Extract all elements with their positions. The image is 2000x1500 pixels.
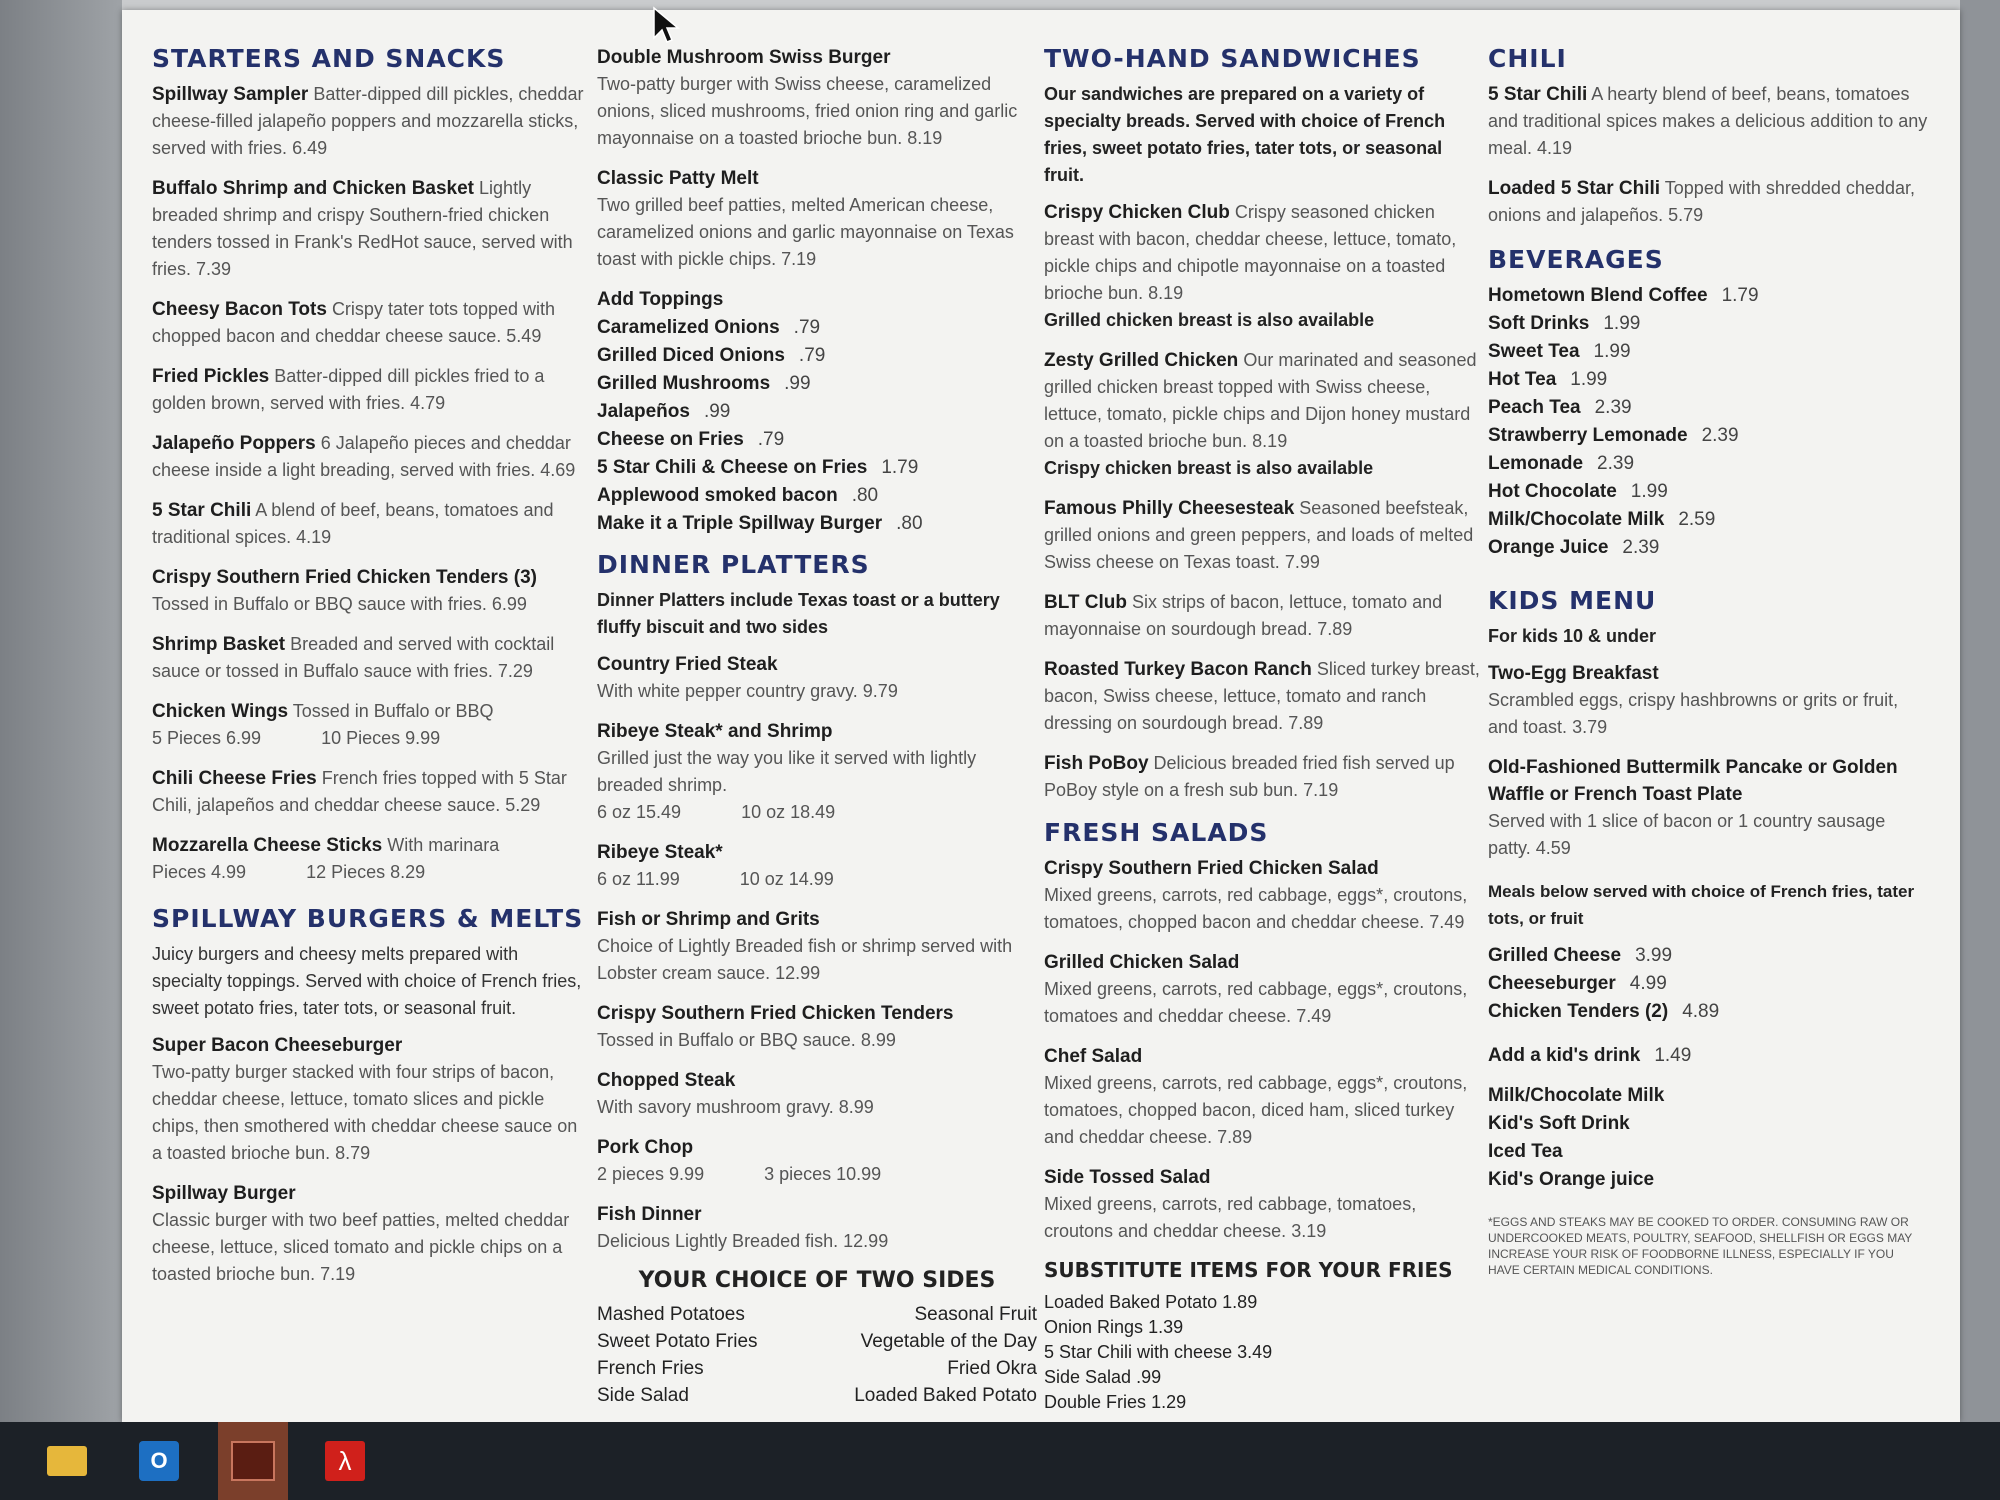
column-burgers-dinner (597, 44, 1037, 1409)
item-name: Shrimp Basket (152, 634, 286, 655)
item-name: Chef Salad (1044, 1046, 1143, 1067)
item-name: Milk/Chocolate Milk (1488, 509, 1665, 530)
item-description: Batter-dipped dill pickles, cheddar cheese-filled jalapeño poppers and mozzarella sticks, served with fries. (152, 84, 584, 158)
section-intro: Our sandwiches are prepared on a variety of specialty breads. Served with choice of French fries, sweet potato fries, tater tots, or seasonal fruit. (1044, 84, 1446, 185)
item-name: Peach Tea (1488, 397, 1581, 418)
item-description: Sliced turkey breast, bacon, Swiss cheese, lettuce, tomato and ranch dressing on sourdough bread. (1044, 659, 1480, 733)
kids-drink: Kid's Orange juice (1488, 1169, 1655, 1190)
side-item: Vegetable of the Day (860, 1331, 1037, 1352)
menu-item (1044, 1043, 1484, 1151)
price-row (1488, 942, 1928, 970)
item-price: 8.19 (1252, 431, 1288, 451)
item-name: Jalapeño Poppers (152, 433, 316, 454)
menu-item (152, 564, 592, 618)
item-name: Chicken Tenders (2) (1488, 1001, 1669, 1022)
item-description: Mixed greens, carrots, red cabbage, eggs*, croutons, tomatoes, chopped bacon and cheddar cheese. (1044, 885, 1468, 932)
menu-item: Ribeye Steak* 6 oz 11.99 10 oz 14.99 (597, 842, 834, 889)
item-description: Tossed in Buffalo or BBQ sauce with fries. (152, 594, 487, 614)
item-name: 5 Star Chili with cheese (1044, 1342, 1233, 1362)
toppings-heading: Add Toppings (597, 289, 724, 310)
item-description: Topped with shredded cheddar, onions and jalapeños. (1488, 178, 1915, 225)
item-description: A blend of beef, beans, tomatoes and traditional spices. (152, 500, 554, 547)
monitor-bezel-left (0, 0, 122, 1500)
item-price: 8.19 (907, 128, 943, 148)
item-price: 1.99 (1570, 369, 1608, 390)
item-description: Seasoned beefsteak, grilled onions and green peppers, and loads of melted Swiss cheese on Texas toast. (1044, 498, 1474, 572)
item-price: 5.79 (1668, 205, 1704, 225)
item-name: Onion Rings (1044, 1317, 1144, 1337)
item-price: .79 (793, 317, 821, 338)
item-description: Mixed greens, carrots, red cabbage, tomatoes, croutons and cheddar cheese. (1044, 1194, 1417, 1241)
kids-list (1488, 660, 1928, 862)
item-name: Side Salad (1044, 1367, 1132, 1387)
menu-item (597, 165, 1037, 273)
menu-item (1488, 754, 1928, 862)
item-price: 4.19 (1537, 138, 1573, 158)
menu-item (1044, 199, 1484, 334)
item-price: 1.79 (1721, 285, 1759, 306)
kids-drink: Milk/Chocolate Milk (1488, 1085, 1665, 1106)
menu-item: Chili Cheese Fries French fries topped with 5 Star Chili, jalapeños and cheddar cheese sauce. 5.29 (152, 768, 567, 815)
item-name: Soft Drinks (1488, 313, 1590, 334)
menu-item (152, 1180, 592, 1288)
menu-item (1488, 660, 1928, 741)
item-description: Classic burger with two beef patties, melted cheddar cheese, lettuce, sliced tomato and pickle chips on a toasted brioche bun. (152, 1210, 570, 1284)
menu-item (1044, 855, 1484, 936)
item-price: .99 (1136, 1367, 1162, 1387)
menu-item: Chopped Steak With savory mushroom gravy. 8.99 (597, 1070, 874, 1117)
item-price: .80 (896, 513, 923, 534)
item-price: 4.59 (1535, 838, 1571, 858)
item-description: Batter-dipped dill pickles fried to a golden brown, served with fries. (152, 366, 545, 413)
item-price: 3.19 (1291, 1221, 1327, 1241)
beverage-list (1488, 282, 1928, 562)
item-description: Served with 1 slice of bacon or 1 country sausage patty. (1488, 811, 1886, 858)
price-row (1488, 970, 1928, 998)
item-price: 1.29 (1151, 1392, 1187, 1412)
menu-item: Pork Chop 2 pieces 9.99 3 pieces 10.99 (597, 1137, 882, 1184)
item-price: .79 (757, 429, 785, 450)
item-price: .99 (784, 373, 811, 394)
item-price: 3.79 (1572, 717, 1608, 737)
menu-item (1488, 175, 1928, 229)
price-row (1488, 450, 1928, 478)
item-name: Hometown Blend Coffee (1488, 285, 1708, 306)
item-description: Mixed greens, carrots, red cabbage, eggs*, croutons, tomatoes and cheddar cheese. (1044, 979, 1468, 1026)
item-name: Two-Egg Breakfast (1488, 663, 1659, 684)
section-intro: Juicy burgers and cheesy melts prepared with specialty toppings. Served with choice of French fries, sweet potato fries, tater tots, or seasonal fruit. (152, 944, 582, 1018)
subs-list (1044, 1290, 1484, 1415)
item-description: Crispy seasoned chicken breast with bacon, cheddar cheese, lettuce, tomato, pickle chips and chipotle mayonnaise on a toasted brioche bun. (1044, 202, 1457, 303)
item-name: Spillway Burger (152, 1183, 296, 1204)
item-price: 1.99 (1630, 481, 1668, 502)
item-price: 7.19 (320, 1264, 356, 1284)
item-name: Zesty Grilled Chicken (1044, 350, 1239, 371)
column-chili-beverages-kids (1488, 44, 1928, 1278)
price-row (1488, 338, 1928, 366)
item-name: Loaded 5 Star Chili (1488, 178, 1661, 199)
item-name: 5 Star Chili (152, 500, 252, 521)
item-description: Crispy tater tots topped with chopped bacon and cheddar cheese sauce. (152, 299, 556, 346)
disclaimer: *EGGS AND STEAKS MAY BE COOKED TO ORDER. CONSUMING RAW OR UNDERCOOKED MEATS, POULTRY, SEAFOOD, SHELLFISH OR EGGS MAY INCREASE YOUR RISK OF FOODBORNE ILLNESS, ESPECIALLY IF YOU HAVE CERTAIN MEDICAL CONDITIONS. (1488, 1215, 1913, 1277)
item-price: 5.49 (506, 326, 542, 346)
item-name: Fried Pickles (152, 366, 270, 387)
price-row (1488, 310, 1928, 338)
section-heading-chili: CHILI (1488, 44, 1567, 73)
item-price: 1.99 (1603, 313, 1641, 334)
menu-item: Fish Dinner Delicious Lightly Breaded fish. 12.99 (597, 1204, 889, 1251)
item-description: Breaded and served with cocktail sauce or tossed in Buffalo sauce with fries. (152, 634, 555, 681)
item-description: Mixed greens, carrots, red cabbage, eggs*, croutons, tomatoes, chopped bacon, diced ham, sliced turkey and cheddar cheese. (1044, 1073, 1468, 1147)
item-price: 7.89 (1288, 713, 1324, 733)
item-name: 5 Star Chili (1488, 84, 1588, 105)
menu-item (152, 497, 592, 551)
salad-list (1044, 855, 1484, 1245)
price-row (597, 510, 1037, 538)
sides-left (597, 1301, 758, 1409)
price-row (1488, 422, 1928, 450)
sides-list (597, 1301, 1037, 1409)
side-item: Fried Okra (947, 1358, 1037, 1379)
side-item: Mashed Potatoes (597, 1304, 745, 1325)
menu-item (152, 631, 592, 685)
menu-item: Fish or Shrimp and Grits Choice of Lightly Breaded fish or shrimp served with Lobster cream sauce. 12.99 (597, 909, 1013, 983)
item-name: Make it a Triple Spillway Burger (597, 513, 883, 534)
item-price: 6.49 (292, 138, 328, 158)
item-name: Lemonade (1488, 453, 1584, 474)
sub-item (1044, 1340, 1484, 1365)
item-description: Two-patty burger with Swiss cheese, caramelized onions, sliced mushrooms, fried onion ring and garlic mayonnaise on a toasted brioche bun. (597, 74, 1018, 148)
section-heading-sandwiches: TWO-HAND SANDWICHES (1044, 44, 1421, 73)
item-name: Loaded Baked Potato (1044, 1292, 1218, 1312)
sides-right (854, 1301, 1037, 1409)
item-price: 2.39 (1594, 397, 1632, 418)
item-price: 4.89 (1682, 1001, 1720, 1022)
menu-item: Crispy Southern Fried Chicken Tenders Tossed in Buffalo or BBQ sauce. 8.99 (597, 1003, 954, 1050)
item-name: Grilled Mushrooms (597, 373, 771, 394)
item-description: Two grilled beef patties, melted American cheese, caramelized onions and garlic mayonnaise on Texas toast with pickle chips. (597, 195, 1014, 269)
item-name: Caramelized Onions (597, 317, 780, 338)
price-row (1488, 282, 1928, 310)
menu-item (1044, 495, 1484, 576)
item-price: 8.19 (1148, 283, 1184, 303)
item-price: .99 (703, 401, 731, 422)
taskbar (0, 1422, 2000, 1500)
item-name: Orange Juice (1488, 537, 1609, 558)
section-heading-kids: KIDS MENU (1488, 586, 1657, 615)
menu-item (152, 363, 592, 417)
item-description: Six strips of bacon, lettuce, tomato and mayonnaise on sourdough bread. (1044, 592, 1443, 639)
item-price: .80 (851, 485, 879, 506)
item-price: 2.59 (1678, 509, 1716, 530)
item-name: Old-Fashioned Buttermilk Pancake or Golden Waffle or French Toast Plate (1488, 757, 1898, 805)
side-item: French Fries (597, 1358, 704, 1379)
menu-item (1044, 589, 1484, 643)
price-row (597, 370, 1037, 398)
kids-drink-addon: Add a kid's drink 1.49 (1488, 1045, 1692, 1066)
sub-item (1044, 1365, 1484, 1390)
item-name: Fish PoBoy (1044, 753, 1149, 774)
monitor-bezel-right (1960, 0, 2000, 1500)
side-item: Loaded Baked Potato (854, 1385, 1037, 1406)
menu-item (152, 81, 592, 162)
item-description: A hearty blend of beef, beans, tomatoes and traditional spices makes a delicious addition to any meal. (1488, 84, 1928, 158)
starters-list (152, 81, 592, 685)
menu-item (597, 44, 1037, 152)
item-price: 2.39 (1597, 453, 1635, 474)
item-description: Lightly breaded shrimp and crispy Southern-fried chicken tenders tossed in Frank's RedHot sauce, served with fries. (152, 178, 573, 279)
outlook-icon[interactable]: O (132, 1434, 186, 1488)
item-description: Two-patty burger stacked with four strips of bacon, cheddar cheese, lettuce, tomato slices and pickle chips, then smothered with cheddar cheese sauce on a toasted brioche bun. (152, 1062, 578, 1163)
menu-item (152, 430, 592, 484)
file-explorer-icon[interactable] (40, 1434, 94, 1488)
item-price: 2.39 (1701, 425, 1739, 446)
item-name: Spillway Sampler (152, 84, 309, 105)
kids-drink: Kid's Soft Drink (1488, 1113, 1630, 1134)
kids-intro: For kids 10 & under (1488, 626, 1657, 646)
item-price: 7.89 (1217, 1127, 1253, 1147)
item-price: .79 (798, 345, 826, 366)
item-price: 4.69 (540, 460, 576, 480)
item-price: 7.39 (196, 259, 232, 279)
item-price: 1.39 (1148, 1317, 1184, 1337)
section-intro: Dinner Platters include Texas toast or a buttery fluffy biscuit and two sides (597, 590, 1000, 637)
pdf-reader-icon[interactable]: λ (318, 1434, 372, 1488)
price-row (1488, 506, 1928, 534)
item-name: Applewood smoked bacon (597, 485, 838, 506)
item-name: Cheesy Bacon Tots (152, 299, 327, 320)
menu-item: Chicken Wings Tossed in Buffalo or BBQ 5 Pieces 6.99 10 Pieces 9.99 (152, 701, 494, 748)
item-name: Side Tossed Salad (1044, 1167, 1211, 1188)
sub-item (1044, 1390, 1484, 1415)
price-row (1488, 394, 1928, 422)
kids-drink: Iced Tea (1488, 1141, 1563, 1162)
item-price: 3.49 (1237, 1342, 1273, 1362)
menu-item: Ribeye Steak* and Shrimp Grilled just the way you like it served with lightly breaded shrimp. 6 oz 15.49 10 oz 18.49 (597, 721, 977, 822)
column-starters (152, 44, 592, 1301)
price-row (597, 426, 1037, 454)
price-row (1488, 534, 1928, 562)
item-price: 7.49 (1296, 1006, 1332, 1026)
section-heading-dinner: DINNER PLATTERS (597, 550, 870, 579)
item-name: Double Mushroom Swiss Burger (597, 47, 891, 68)
menu-item (1044, 347, 1484, 482)
item-name: Grilled Diced Onions (597, 345, 785, 366)
item-price: 7.49 (1429, 912, 1465, 932)
item-price: 7.19 (781, 249, 817, 269)
item-name: Jalapeños (597, 401, 690, 422)
item-price: 2.39 (1622, 537, 1660, 558)
item-description: Scrambled eggs, crispy hashbrowns or grits or fruit, and toast. (1488, 690, 1899, 737)
item-name: Crispy Southern Fried Chicken Tenders (3) (152, 567, 538, 588)
sides-heading: YOUR CHOICE OF TWO SIDES (638, 1268, 996, 1293)
item-name: Classic Patty Melt (597, 168, 759, 189)
menu-item: Mozzarella Cheese Sticks With marinara Pieces 4.99 12 Pieces 8.29 (152, 835, 500, 882)
item-name: Super Bacon Cheeseburger (152, 1035, 403, 1056)
item-description: Delicious breaded fried fish served up PoBoy style on a fresh sub bun. (1044, 753, 1455, 800)
kids-meals-note: Meals below served with choice of French fries, tater tots, or fruit (1488, 882, 1915, 928)
item-price: 1.89 (1222, 1292, 1258, 1312)
price-row (597, 398, 1037, 426)
burgers-list (152, 1032, 592, 1288)
sub-item (1044, 1290, 1484, 1315)
item-description: 6 Jalapeño pieces and cheddar cheese inside a light breading, served with fries. (152, 433, 571, 480)
menu-item (152, 296, 592, 350)
item-name: 5 Star Chili & Cheese on Fries (597, 457, 868, 478)
sandwich-list (1044, 199, 1484, 804)
price-row (597, 454, 1037, 482)
side-item: Seasonal Fruit (914, 1304, 1037, 1325)
item-name: Double Fries (1044, 1392, 1147, 1412)
menu-item (1044, 750, 1484, 804)
item-name: Crispy Southern Fried Chicken Salad (1044, 858, 1379, 879)
menu-item (1044, 656, 1484, 737)
toppings-list (597, 286, 1037, 538)
price-row (597, 482, 1037, 510)
chili-list (1488, 81, 1928, 229)
item-price: 8.79 (335, 1143, 371, 1163)
section-heading-starters: STARTERS AND SNACKS (152, 44, 506, 73)
item-price: 1.99 (1593, 341, 1631, 362)
burgers-list-cont (597, 44, 1037, 273)
item-price: 3.99 (1635, 945, 1673, 966)
menu-item (1488, 81, 1928, 162)
item-price: 4.99 (1629, 973, 1667, 994)
price-row (1488, 478, 1928, 506)
menu-item (152, 175, 592, 283)
item-name: BLT Club (1044, 592, 1128, 613)
item-name: Famous Philly Cheesesteak (1044, 498, 1295, 519)
kids-meals-list (1488, 942, 1928, 1026)
item-name: Crispy Chicken Club (1044, 202, 1230, 223)
menu-item: Country Fried Steak With white pepper country gravy. 9.79 (597, 654, 898, 701)
section-heading-salads: FRESH SALADS (1044, 818, 1269, 847)
menu-item (152, 1032, 592, 1167)
price-row (597, 314, 1037, 342)
section-heading-burgers: SPILLWAY BURGERS & MELTS (152, 904, 584, 933)
menu-document (122, 10, 1960, 1422)
item-price: 7.29 (497, 661, 533, 681)
item-price: 4.79 (410, 393, 446, 413)
item-name: Hot Tea (1488, 369, 1557, 390)
item-price: 7.89 (1317, 619, 1353, 639)
item-price: 4.19 (296, 527, 332, 547)
kids-drinks-list (1488, 1082, 1928, 1194)
price-row (1488, 998, 1928, 1026)
item-name: Sweet Tea (1488, 341, 1580, 362)
item-price: 6.99 (491, 594, 527, 614)
price-row (1488, 366, 1928, 394)
menu-item (1044, 949, 1484, 1030)
mouse-cursor-icon (652, 6, 682, 46)
item-name: Buffalo Shrimp and Chicken Basket (152, 178, 475, 199)
presentation-icon[interactable] (226, 1434, 280, 1488)
item-name: Grilled Chicken Salad (1044, 952, 1240, 973)
item-name: Hot Chocolate (1488, 481, 1617, 502)
section-heading-beverages: BEVERAGES (1488, 245, 1664, 274)
item-price: 1.79 (881, 457, 919, 478)
menu-item (1044, 1164, 1484, 1245)
item-note: Crispy chicken breast is also available (1044, 458, 1374, 478)
item-price: 7.19 (1303, 780, 1339, 800)
item-name: Grilled Cheese (1488, 945, 1622, 966)
side-item: Sweet Potato Fries (597, 1331, 758, 1352)
side-item: Side Salad (597, 1385, 689, 1406)
item-price: 7.99 (1284, 552, 1320, 572)
item-name: Cheeseburger (1488, 973, 1616, 994)
item-note: Grilled chicken breast is also available (1044, 310, 1375, 330)
item-description: Our marinated and seasoned grilled chicken breast topped with Swiss cheese, lettuce, tomato, pickle chips and Dijon honey mustard on a toasted brioche bun. (1044, 350, 1477, 451)
sub-item (1044, 1315, 1484, 1340)
subs-heading: SUBSTITUTE ITEMS FOR YOUR FRIES (1044, 1258, 1453, 1282)
item-name: Strawberry Lemonade (1488, 425, 1688, 446)
column-sandwiches-salads (1044, 44, 1484, 1415)
item-name: Roasted Turkey Bacon Ranch (1044, 659, 1312, 680)
item-name: Cheese on Fries (597, 429, 744, 450)
price-row (597, 342, 1037, 370)
